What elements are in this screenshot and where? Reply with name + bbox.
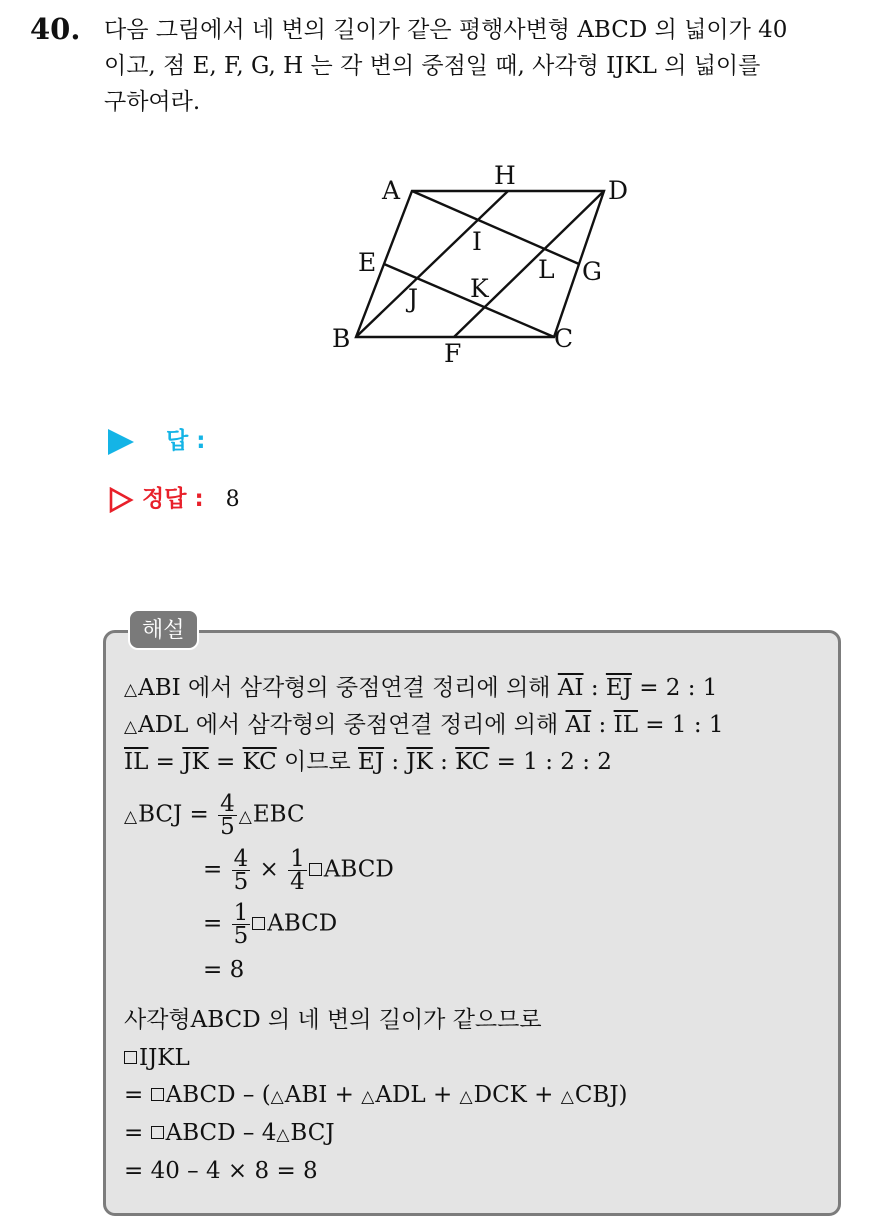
label-c: C bbox=[554, 324, 574, 353]
question-text bbox=[104, 12, 864, 120]
answer-row bbox=[108, 422, 205, 455]
fraction: $\frac{4}{5}$ bbox=[220, 791, 235, 840]
solution-line: IJKL bbox=[124, 1043, 190, 1073]
label-a: A bbox=[382, 176, 401, 205]
triangle-icon: △ bbox=[124, 717, 138, 737]
triangle-icon: △ bbox=[238, 806, 252, 827]
label-h: H bbox=[494, 161, 516, 190]
label-i: I bbox=[472, 227, 482, 256]
solution-line: △ABI 에서 삼각형의 중점연결 정리에 의해 $\overline{AI}$ : $\overline{EJ} = 2$ : 1 bbox=[124, 675, 718, 701]
segment-bh bbox=[356, 191, 508, 337]
equation-line: = 8 bbox=[203, 957, 245, 983]
label-g: G bbox=[582, 257, 602, 286]
square-icon bbox=[252, 917, 265, 930]
triangle-icon: △ bbox=[560, 1087, 574, 1107]
solution-line: = ABCD – 4△BCJ bbox=[124, 1120, 335, 1146]
equation-line: △BCJ = $\frac{4}{5}$ △EBC bbox=[124, 791, 305, 840]
label-d: D bbox=[608, 176, 629, 205]
solution-line: $\overline{IL} = \overline{JK} = \overline{KC}$ 이므로 $\overline{EJ}$ : $\overline{JK}$ : $\overline{KC} = 1$ : 2 : 2 bbox=[124, 749, 612, 775]
label-f: F bbox=[444, 339, 462, 368]
triangle-icon: △ bbox=[124, 680, 138, 700]
label-l: L bbox=[538, 255, 555, 284]
label-k: K bbox=[470, 274, 489, 303]
solution-tag: 해설 bbox=[128, 609, 199, 650]
correct-answer-value: 8 bbox=[225, 487, 240, 512]
play-arrow-icon bbox=[108, 429, 134, 455]
square-icon bbox=[151, 1126, 164, 1139]
correct-answer-row bbox=[108, 480, 240, 513]
question-line: 이고, 점 E, F, G, H 는 각 변의 중점일 때, 사각형 IJKL 의 넓이를 bbox=[104, 53, 761, 79]
solution-line: 사각형ABCD 의 네 변의 길이가 같으므로 bbox=[124, 1007, 542, 1033]
triangle-icon: △ bbox=[459, 1087, 473, 1107]
solution-line: = 40 – 4 × 8 = 8 bbox=[124, 1158, 318, 1184]
square-icon bbox=[309, 863, 322, 876]
question-line: 다음 그림에서 네 변의 길이가 같은 평행사변형 ABCD 의 넓이가 40 bbox=[104, 17, 788, 43]
triangle-icon: △ bbox=[270, 1087, 284, 1107]
correct-answer-label: 정답 : bbox=[142, 486, 204, 512]
outline-arrow-icon bbox=[108, 487, 134, 513]
fraction: $\frac{1}{5}$ bbox=[233, 900, 249, 949]
fraction: $\frac{1}{4}$ bbox=[290, 846, 305, 895]
square-icon bbox=[124, 1051, 137, 1064]
label-j: J bbox=[408, 284, 419, 313]
fraction: $\frac{4}{5}$ bbox=[233, 846, 249, 895]
triangle-icon: △ bbox=[124, 806, 138, 827]
solution-line: = ABCD – (△ABI + △ADL + △DCK + △CBJ) bbox=[124, 1082, 628, 1108]
question-line: 구하여라. bbox=[104, 89, 201, 115]
equation-line: = $\frac{1}{5}$ ABCD bbox=[203, 900, 338, 949]
square-icon bbox=[151, 1088, 164, 1101]
solution-line: △ADL 에서 삼각형의 중점연결 정리에 의해 $\overline{AI}$ : $\overline{IL} = 1$ : 1 bbox=[124, 712, 724, 738]
triangle-icon: △ bbox=[361, 1087, 375, 1107]
equation-line: = $\frac{4}{5}$ × $\frac{1}{4}$ ABCD bbox=[203, 846, 394, 895]
answer-label: 답 : bbox=[166, 428, 206, 454]
parallelogram-figure bbox=[326, 156, 646, 376]
parallelogram-abcd bbox=[356, 191, 604, 337]
question-number: 40. bbox=[30, 12, 81, 46]
label-b: B bbox=[332, 324, 351, 353]
label-e: E bbox=[358, 248, 377, 277]
triangle-icon: △ bbox=[276, 1125, 290, 1145]
